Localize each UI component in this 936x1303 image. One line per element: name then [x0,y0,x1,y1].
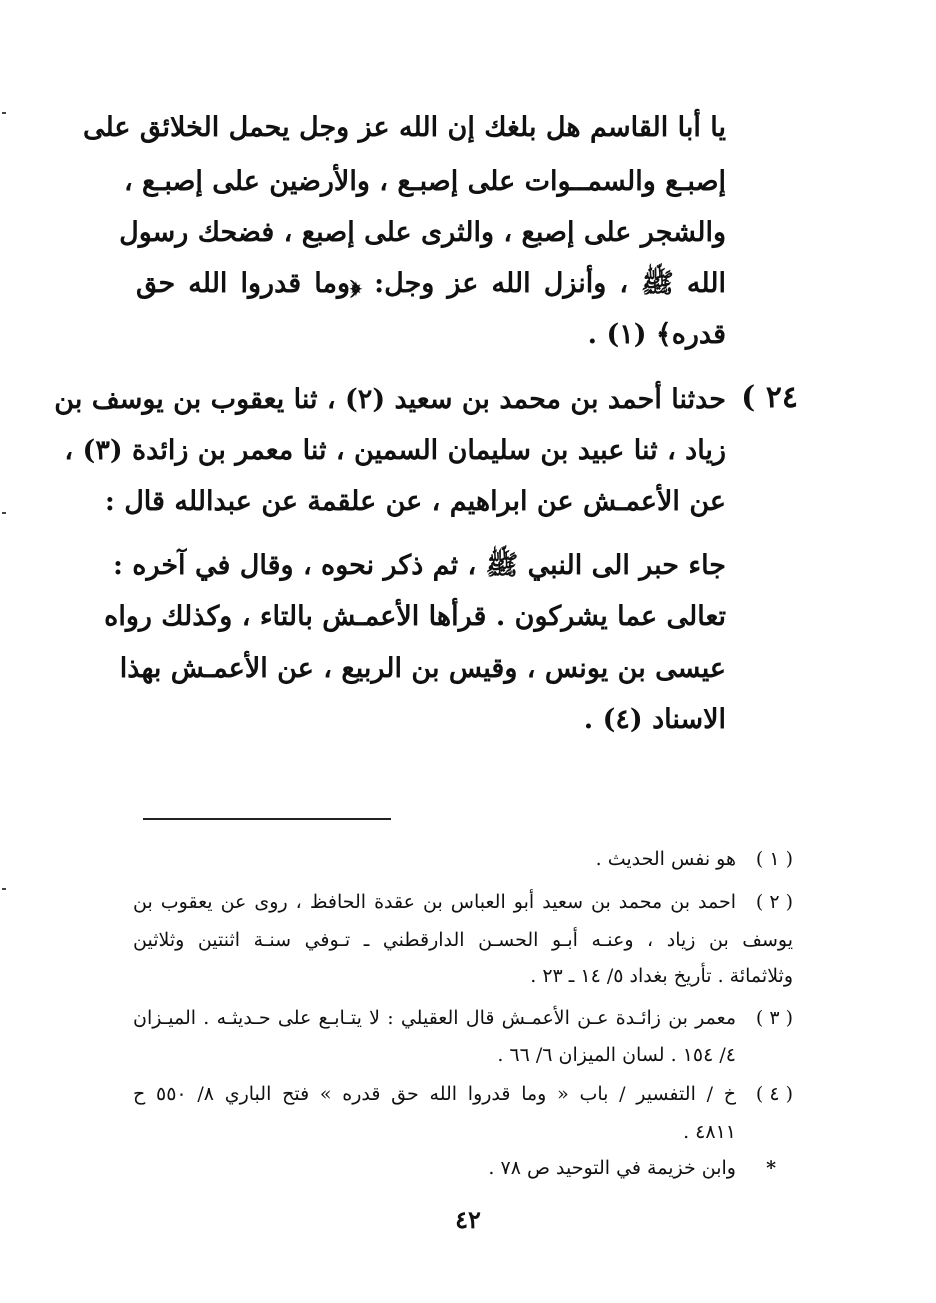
main-line: يا أبا القاسم هل بلغك إن الله عز وجل يحمل الخلائق على [82,112,726,143]
footnote-separator [143,818,391,820]
scan-mark [2,512,6,514]
footnote-number: ( ٢ ) [755,891,793,913]
main-line: جاء حبر الى النبي ﷺ ، ثم ذكر نحوه ، وقال في آخره : [112,550,726,581]
main-line: تعالى عما يشركون . قرأها الأعمـش بالتاء ، وكذلك رواه [104,601,726,632]
footnote-number: ( ٣ ) [755,1007,793,1029]
main-line: قدره﴾ (١) . [587,319,726,350]
main-line: عيسى بن يونس ، وقيس بن الربيع ، عن الأعمـش بهذا [119,653,726,684]
scan-mark [2,112,6,114]
page-number: ٤٢ [455,1205,481,1234]
main-line: زياد ، ثنا عبيد بن سليمان السمين ، ثنا معمر بن زائدة (٣) ، [64,435,726,466]
footnote-number: ( ٤ ) [755,1083,793,1105]
main-line: حدثنا أحمد بن محمد بن سعيد (٢) ، ثنا يعقوب بن يوسف بن [54,384,726,415]
footnote-line: ٤٨١١ . [683,1121,736,1143]
footnote-line: وابن خزيمة في التوحيد ص ٧٨ . [488,1157,736,1179]
footnote-line: يوسف بن زياد ، وعنـه أبـو الحسـن الدارقطني ـ تـوفي سنـة اثنتين وثلاثين [133,929,793,951]
hadith-number: ٢٤ ) [741,380,798,415]
footnote-line: ٤/ ١٥٤ . لسان الميزان ٦/ ٦٦ . [497,1044,736,1066]
footnote-line: خ / التفسير / باب « وما قدروا الله حق قدره » فتح الباري ٨/ ٥٥٠ ح [133,1083,736,1105]
main-line: الله ﷺ ، وأنزل الله عز وجل: ﴿وما قدروا الله حق [136,268,726,299]
main-line: عن الأعمـش عن ابراهيم ، عن علقمة عن عبدالله قال : [104,486,726,517]
footnote-line: احمد بن محمد بن سعيد أبو العباس بن عقدة الحافظ ، روى عن يعقوب بن [133,891,736,913]
main-line: والشجر على إصبع ، والثرى على إصبع ، فضحك رسول [119,217,726,248]
footnote-line: معمر بن زائـدة عـن الأعمـش قال العقيلي : لا يتـابـع على حـديثـه . الميـزان [133,1007,736,1029]
footnote-line: هو نفس الحديث . [595,848,736,870]
scan-mark [2,888,6,890]
footnote-star: * [766,1157,776,1179]
footnote-line: وثلاثمائة . تأريخ بغداد ٥/ ١٤ ـ ٢٣ . [530,965,793,987]
main-line: إصبـع والسمــوات على إصبـع ، والأرضين على إصبـع ، [123,166,726,197]
main-line: الاسناد (٤) . [583,704,726,735]
footnote-number: ( ١ ) [755,848,793,870]
